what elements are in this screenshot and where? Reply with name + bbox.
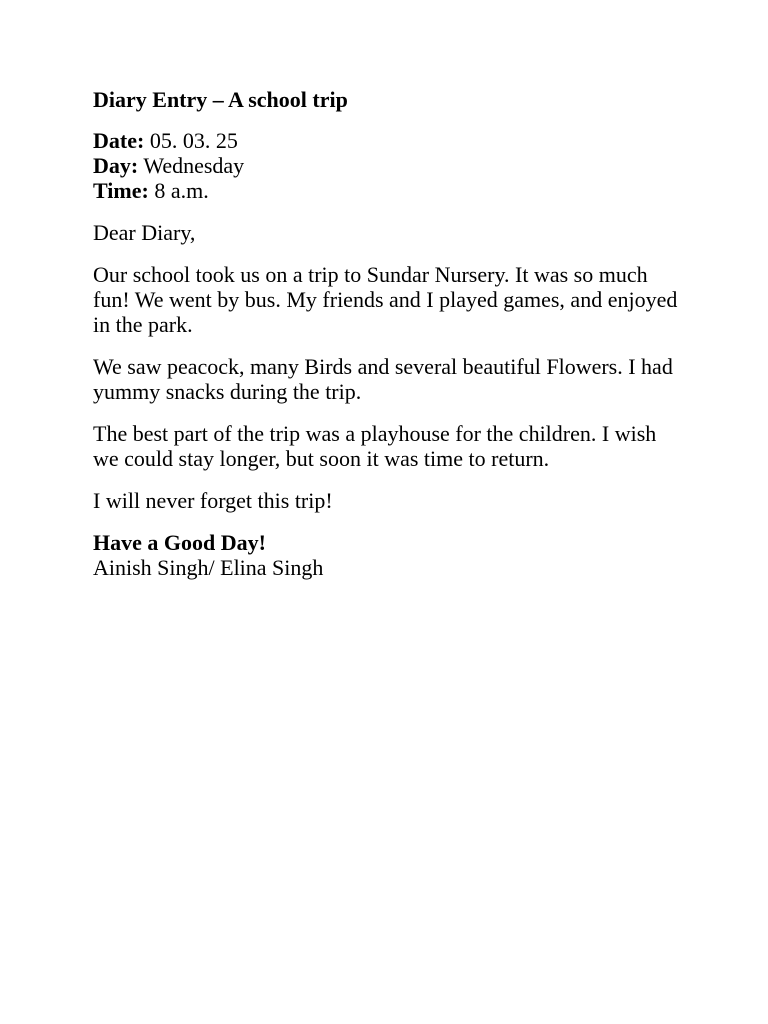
day-line [93, 153, 683, 178]
date-label: Date: [93, 128, 145, 153]
paragraph-trip: Our school took us on a trip to Sundar Nursery. It was so much fun! We went by bus. My friends and I played games, and enjoyed in the park. [93, 262, 678, 337]
greeting: Dear Diary, [93, 220, 196, 245]
date-value: 05. 03. 25 [144, 128, 238, 153]
day-label: Day: [93, 153, 139, 178]
paragraph-best-part: The best part of the trip was a playhouse for the children. I wish we could stay longer, but soon it was time to return. [93, 421, 657, 471]
paragraph-conclusion: I will never forget this trip! [93, 488, 333, 513]
time-value: 8 a.m. [148, 178, 209, 203]
date-line [93, 128, 683, 153]
entry-meta [93, 128, 683, 203]
closing-line: Have a Good Day! [93, 530, 266, 555]
time-line [93, 178, 683, 203]
paragraph-sights: We saw peacock, many Birds and several beautiful Flowers. I had yummy snacks during the trip. [93, 354, 673, 404]
signature: Ainish Singh/ Elina Singh [93, 555, 324, 580]
day-value: Wednesday [138, 153, 245, 178]
diary-page [93, 87, 683, 580]
diary-title: Diary Entry – A school trip [93, 87, 348, 112]
time-label: Time: [93, 178, 149, 203]
